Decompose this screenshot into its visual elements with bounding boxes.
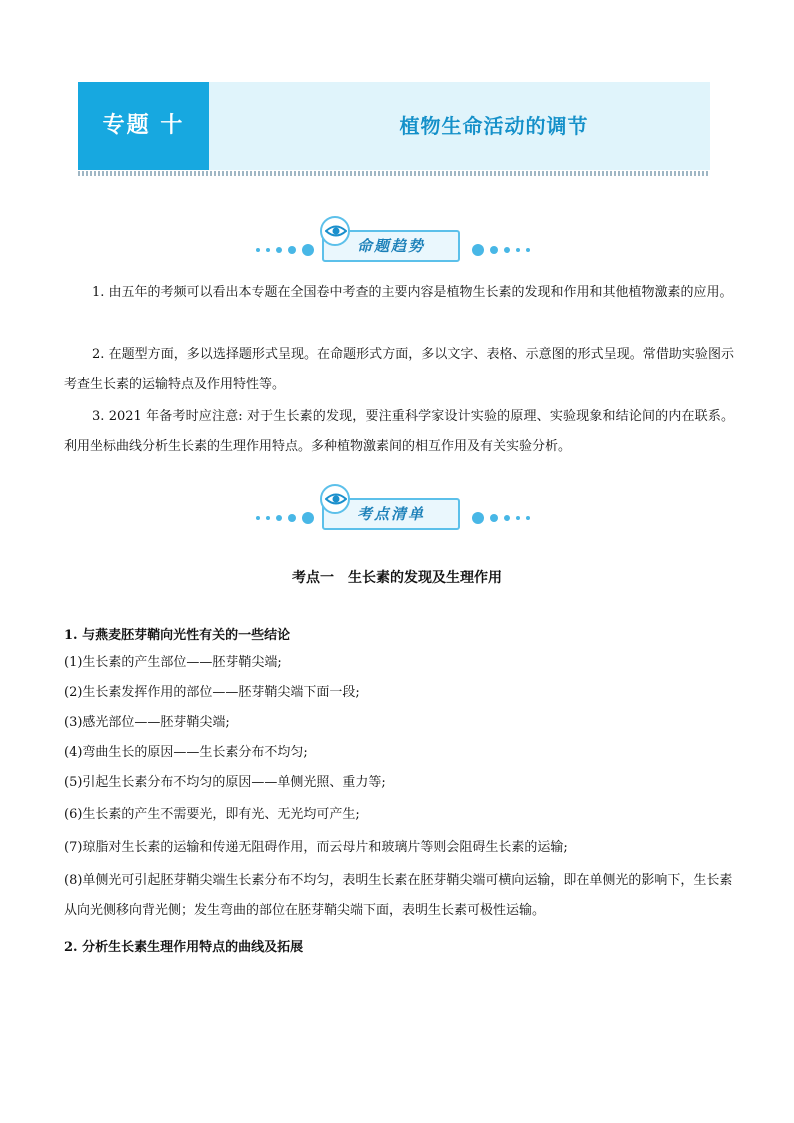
- decorative-dots-left: [256, 243, 314, 257]
- chapter-title: 植物生命活动的调节: [399, 114, 589, 138]
- list-item: (3)感光部位——胚芽鞘尖端;: [64, 715, 230, 730]
- list-item: (7)琼脂对生长素的运输和传递无阻碍作用，而云母片和玻璃片等则会阻碍生长素的运输;: [64, 840, 568, 855]
- list-item: (6)生长素的产生不需要光，即有光、无光均可产生;: [64, 807, 360, 822]
- list-item: (1)生长素的产生部位——胚芽鞘尖端;: [64, 655, 282, 670]
- list-item: (5)引起生长素分布不均匀的原因——单侧光照、重力等;: [64, 775, 386, 790]
- list-item: (8)单侧光可引起胚芽鞘尖端生长素分布不均匀，表明生长素在胚芽鞘尖端可横向运输，即在单侧光的影响下，生长素从向光侧移向背光侧；发生弯曲的部位在胚芽鞘尖端下面，表明生长素可极性运输。: [64, 873, 733, 918]
- list-item: (4)弯曲生长的原因——生长素分布不均匀;: [64, 745, 308, 760]
- section-badge: 考点清单: [322, 498, 460, 530]
- subheading-1: 1. 与燕麦胚芽鞘向光性有关的一些结论: [64, 628, 291, 643]
- point-title: 考点一 生长素的发现及生理作用: [292, 570, 502, 586]
- section-header-points: [0, 484, 794, 534]
- eye-icon: [320, 216, 350, 246]
- decorative-dots-left: [256, 511, 314, 525]
- section-header-trend: [0, 216, 794, 266]
- section-badge: 命题趋势: [322, 230, 460, 262]
- subheading-2: 2. 分析生长素生理作用特点的曲线及拓展: [64, 940, 304, 955]
- eye-icon: [320, 484, 350, 514]
- banner-divider: [78, 171, 710, 176]
- decorative-dots-right: [472, 511, 530, 525]
- decorative-dots-right: [472, 243, 530, 257]
- trend-paragraph-3: 3. 2021 年备考时应注意: 对于生长素的发现，要注重科学家设计实验的原理、实验现象和结论间的内在联系。利用坐标曲线分析生长素的生理作用特点。多种植物激素间的相互作用及有关实验分析。: [64, 409, 734, 454]
- chapter-banner: [78, 82, 710, 170]
- trend-paragraph-2: 2. 在题型方面，多以选择题形式呈现。在命题形式方面，多以文字、表格、示意图的形式呈现。常借助实验图示考查生长素的运输特点及作用特性等。: [64, 347, 734, 392]
- trend-paragraph-1: 1. 由五年的考频可以看出本专题在全国卷中考查的主要内容是植物生长素的发现和作用和其他植物激素的应用。: [92, 285, 733, 300]
- list-item: (2)生长素发挥作用的部位——胚芽鞘尖端下面一段;: [64, 685, 360, 700]
- topic-label: 专题 十: [78, 82, 209, 170]
